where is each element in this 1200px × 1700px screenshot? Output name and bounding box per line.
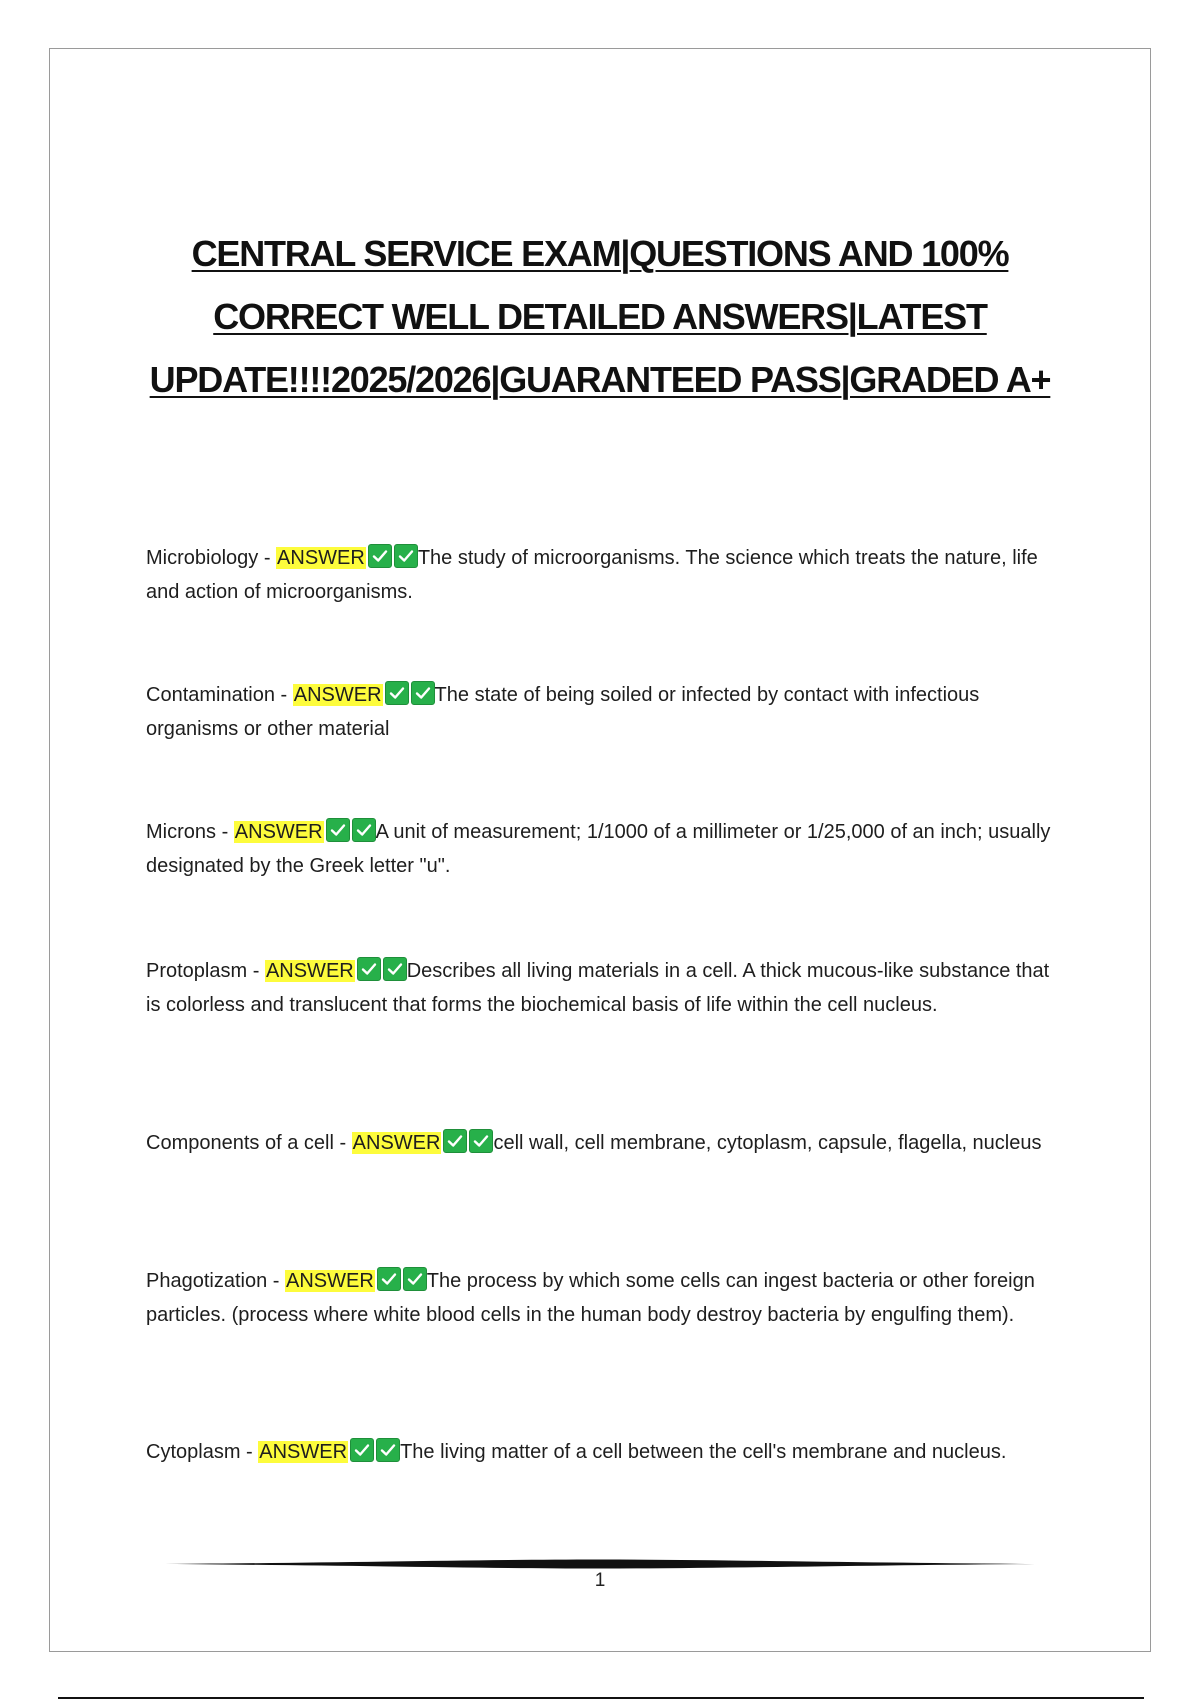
entry-separator: -	[258, 547, 277, 569]
check-mark-green-icon	[357, 957, 381, 981]
check-mark-green-icon	[376, 1438, 400, 1462]
check-mark-green-icon	[443, 1129, 467, 1153]
entry-definition: The study of microorganisms. The science which treats the nature, life and action of microorganisms.	[146, 547, 1038, 603]
check-mark-green-icon	[383, 957, 407, 981]
answer-label: ANSWER	[293, 684, 382, 706]
check-mark-green-icon	[394, 544, 418, 568]
page-number: 1	[594, 1570, 606, 1591]
qa-entry-protoplasm	[146, 954, 1061, 1022]
qa-entry-phagotization	[146, 1264, 1061, 1332]
qa-entry-cytoplasm	[146, 1435, 1061, 1469]
answer-label: ANSWER	[234, 821, 323, 843]
entry-definition: The living matter of a cell between the cell's membrane and nucleus.	[400, 1441, 1007, 1463]
entry-term: Protoplasm	[146, 960, 248, 982]
answer-label: ANSWER	[352, 1132, 441, 1154]
entry-definition: Describes all living materials in a cell. A thick mucous-like substance that is colorless and translucent that forms the biochemical basis of life within the cell nucleus.	[146, 960, 1050, 1016]
entry-definition: The state of being soiled or infected by contact with infectious organisms or other material	[146, 684, 980, 740]
bottom-rule	[58, 1697, 1144, 1699]
answer-label: ANSWER	[277, 547, 365, 569]
check-mark-green-icon	[411, 681, 435, 705]
qa-entry-contamination	[146, 678, 1061, 746]
answer-label: ANSWER	[285, 1270, 374, 1292]
entry-term: Contamination	[146, 684, 275, 706]
check-mark-green-icon	[377, 1267, 401, 1291]
entry-term: Microns	[146, 821, 217, 843]
entry-separator: -	[274, 684, 293, 706]
entry-term: Components of a cell	[146, 1132, 334, 1154]
entry-definition: A unit of measurement; 1/1000 of a millimeter or 1/25,000 of an inch; usually designated by the Greek letter "u".	[146, 821, 1051, 877]
answer-label: ANSWER	[265, 960, 354, 982]
check-mark-green-icon	[368, 544, 392, 568]
entry-term: Microbiology	[146, 547, 259, 569]
entry-separator: -	[333, 1132, 352, 1154]
entry-term: Cytoplasm	[146, 1441, 241, 1463]
document-title: CENTRAL SERVICE EXAM|QUESTIONS AND 100% CORRECT WELL DETAILED ANSWERS|LATEST UPDATE!!!!2025/2026|GUARANTEED PASS|GRADED A+	[149, 233, 1051, 400]
check-mark-green-icon	[352, 818, 376, 842]
qa-entry-components-of-a-cell	[146, 1126, 1061, 1160]
check-mark-green-icon	[385, 681, 409, 705]
qa-entry-microbiology	[146, 541, 1061, 609]
entry-separator: -	[267, 1270, 285, 1292]
entry-separator: -	[216, 821, 234, 843]
entry-separator: -	[240, 1441, 259, 1463]
entry-separator: -	[247, 960, 265, 982]
check-mark-green-icon	[403, 1267, 427, 1291]
check-mark-green-icon	[350, 1438, 374, 1462]
answer-label: ANSWER	[259, 1441, 348, 1463]
entry-definition: cell wall, cell membrane, cytoplasm, capsule, flagella, nucleus	[493, 1132, 1042, 1154]
entry-definition: The process by which some cells can ingest bacteria or other foreign particles. (process where white blood cells in the human body destroy bacteria by engulfing them).	[146, 1270, 1035, 1326]
check-mark-green-icon	[326, 818, 350, 842]
footer-divider	[165, 1558, 1035, 1570]
entry-term: Phagotization	[146, 1270, 268, 1292]
check-mark-green-icon	[469, 1129, 493, 1153]
qa-entry-microns	[146, 815, 1061, 883]
